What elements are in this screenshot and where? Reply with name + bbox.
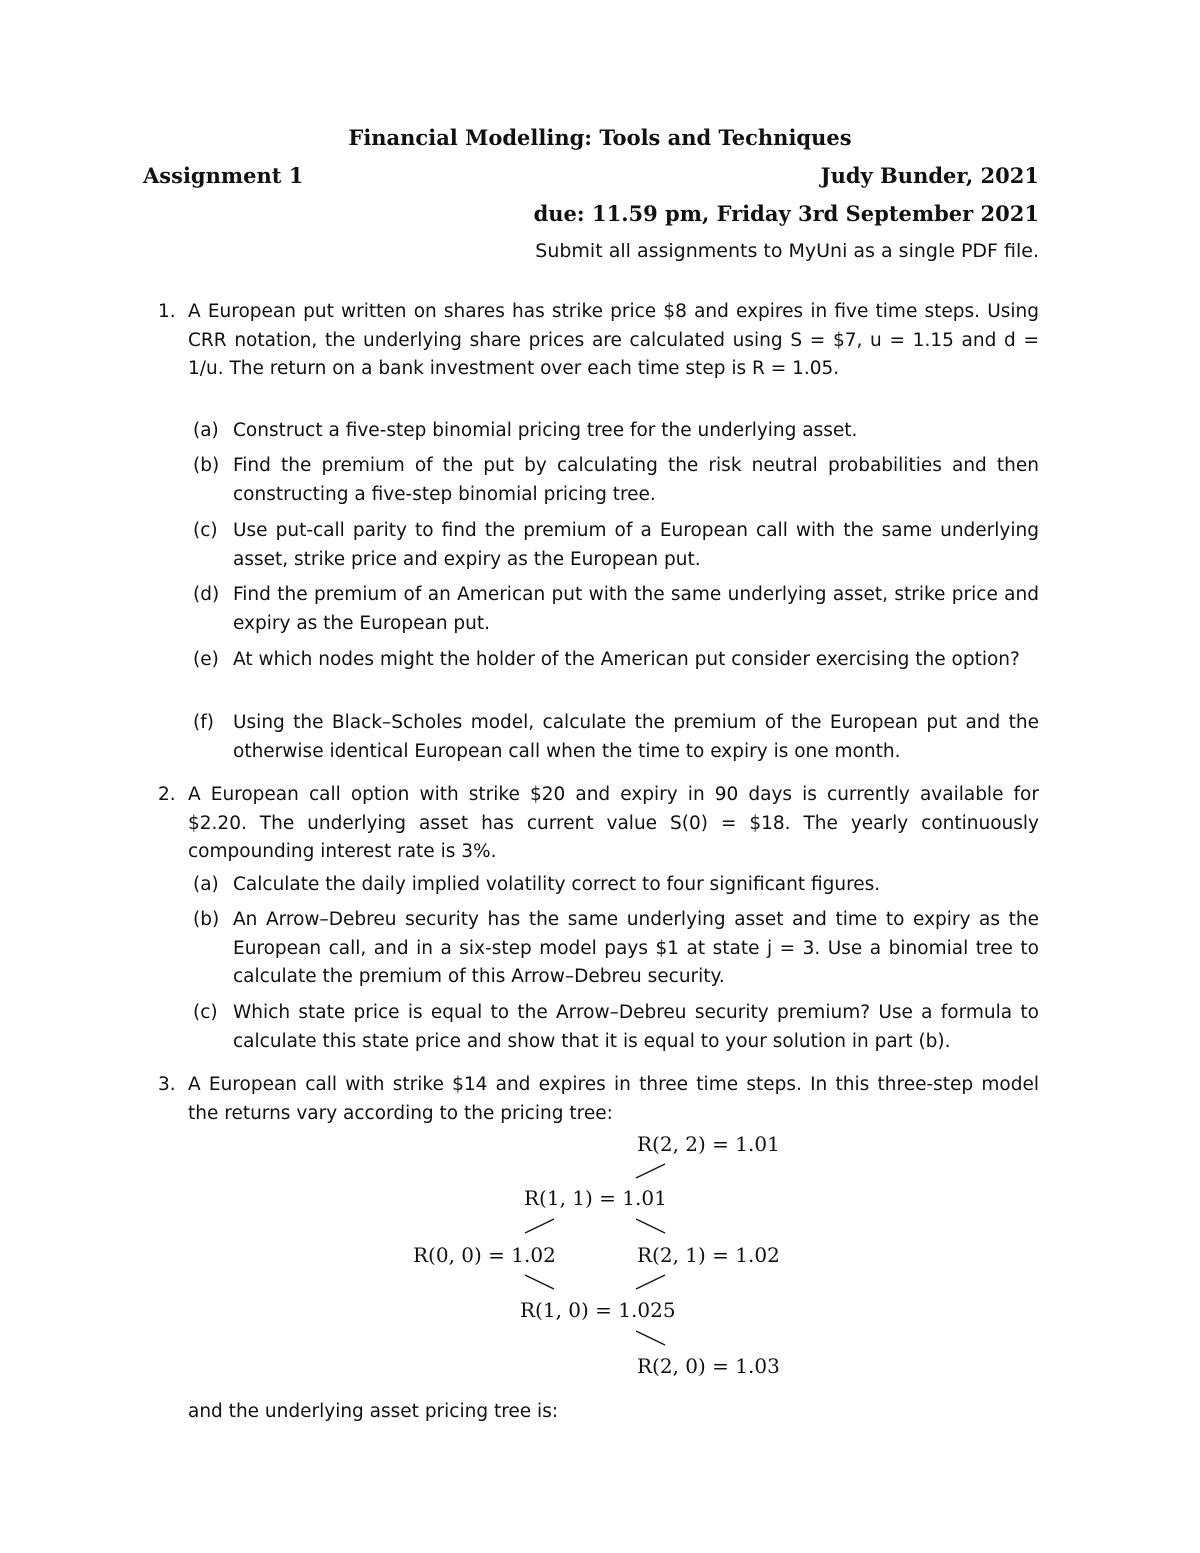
part-text: Calculate the daily implied volatility correct to four significant figures. [233,874,881,895]
document-title: Financial Modelling: Tools and Techniques [348,125,852,150]
tree-edge [636,1219,665,1233]
tree-edge [636,1275,665,1289]
part-text: Which state price is equal to the Arrow–Debreu security premium? Use a formula to calculate this state price and show that it is equal to your solution in part (b). [233,1002,1039,1052]
question-number: 3. [158,1074,176,1095]
trailing-text: and the underlying asset pricing tree is: [188,1401,559,1422]
author-label: Judy Bunder, 2021 [820,163,1039,188]
part-text: Find the premium of the put by calculating the risk neutral probabilities and then constructing a five-step binomial pricing tree. [233,455,1039,505]
question-text: A European call option with strike $20 and expiry in 90 days is currently available for $2.20. The underlying asset has current value S(0) = $18. The yearly continuously compounding interest rate is 3%. [188,784,1039,862]
question-number: 2. [158,784,176,805]
question-text: A European call with strike $14 and expires in three time steps. In this three-step model the returns vary according to the pricing tree: [188,1074,1039,1124]
part-label: (a) [193,420,219,441]
part-label: (d) [193,584,220,605]
part-label: (b) [193,455,220,476]
tree-node-r22: R(2, 2) = 1.01 [637,1132,780,1156]
due-date: due: 11.59 pm, Friday 3rd September 2021 [533,201,1039,226]
tree-edge [525,1219,554,1233]
question-number: 1. [158,301,176,322]
part-label: (f) [193,712,214,733]
part-text: Using the Black–Scholes model, calculate the premium of the European put and the otherwise identical European call when the time to expiry is one month. [233,712,1039,762]
part-text: Use put-call parity to find the premium of a European call with the same underlying asset, strike price and expiry as the European put. [233,520,1039,570]
tree-edge [636,1331,665,1345]
question-text: A European put written on shares has strike price $8 and expires in five time steps. Using CRR notation, the underlying share prices are calculated using S = $7, u = 1.15 and d = 1/u. The return on a bank investment over each time step is R = 1.05. [188,301,1039,379]
tree-node-r11: R(1, 1) = 1.01 [524,1186,667,1210]
part-text: An Arrow–Debreu security has the same underlying asset and time to expiry as the European call, and in a six-step model pays $1 at state j = 3. Use a binomial tree to calculate the premium of this Arrow–Debreu security. [233,909,1039,987]
part-label: (c) [193,1002,218,1023]
tree-node-r00: R(0, 0) = 1.02 [413,1243,556,1267]
part-label: (c) [193,520,218,541]
tree-node-r10: R(1, 0) = 1.025 [520,1298,676,1322]
tree-node-r20: R(2, 0) = 1.03 [637,1354,780,1378]
part-text: Find the premium of an American put with the same underlying asset, strike price and expiry as the European put. [233,584,1039,634]
part-text: Construct a five-step binomial pricing tree for the underlying asset. [233,420,858,441]
part-text: At which nodes might the holder of the American put consider exercising the option? [233,649,1020,670]
tree-node-r21: R(2, 1) = 1.02 [637,1243,780,1267]
part-label: (e) [193,649,219,670]
submission-note: Submit all assignments to MyUni as a single PDF file. [535,240,1039,262]
tree-edge [636,1164,665,1178]
part-label: (a) [193,874,219,895]
part-label: (b) [193,909,220,930]
tree-edge [525,1275,554,1289]
assignment-label: Assignment 1 [143,163,304,188]
